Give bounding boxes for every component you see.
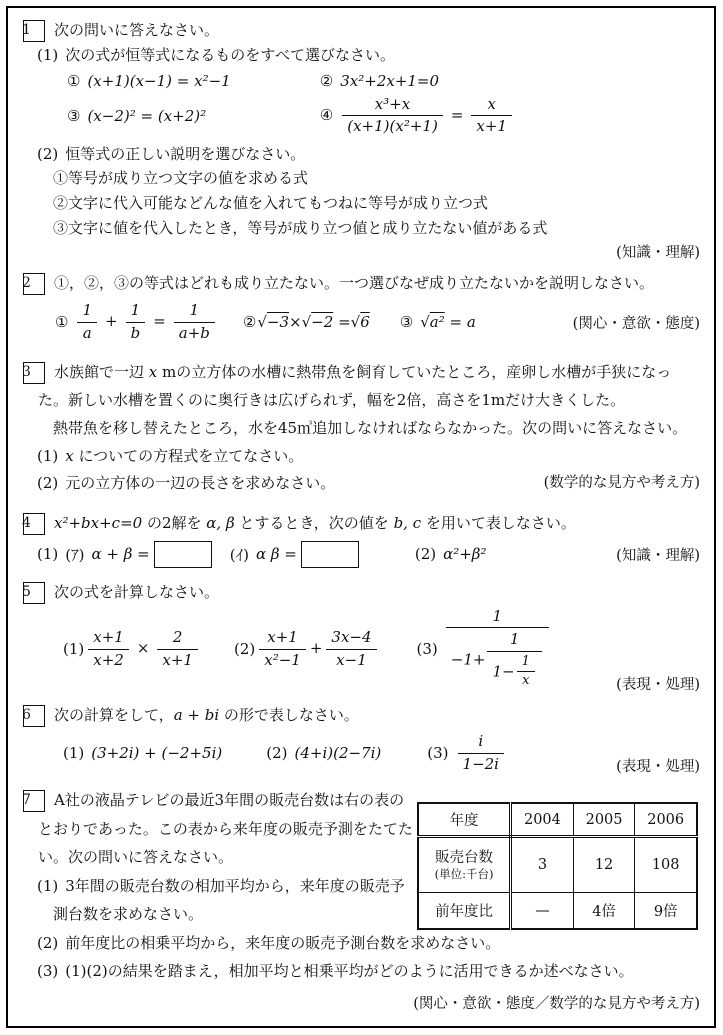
worksheet-page [6,6,716,1028]
p6-title-abi: a + bi [173,706,220,725]
p7-paragraph [23,786,417,872]
p2-eq2-times: × [289,313,302,332]
p5-q2-formula [257,626,378,672]
p1-eq4-left-fraction [342,95,443,137]
p6-q3-label: (3) [427,744,449,763]
problem-1 [23,18,700,262]
p6-q1-label: (1) [63,744,85,763]
problem-2-title: ①，②，③の等式はどれも成り立たない。一つ選びなぜ成り立たないかを説明しなさい。 [54,273,655,292]
p5-q1-operator: × [136,639,150,658]
problem-2-number-box: 2 [23,273,45,295]
p5-q3 [417,605,551,695]
p2-category: (関心・意欲・態度) [572,315,700,332]
p3-q1-x: x [65,446,74,465]
p7-top-region [23,786,700,930]
sales-units-2005: 12 [573,837,635,893]
p7-q3-label: (3) [37,961,59,980]
p1-eq4-right-fraction [471,95,512,137]
p5-q3-formula [444,605,551,695]
p2-eq1-circle: ① [55,313,69,332]
p2-eq3 [400,313,476,331]
p5-q2-frac-2-num: 3x−4 [326,628,376,650]
p5-q1 [63,626,200,672]
p6-q2 [266,744,381,762]
p1-eq1-formula: (x+1)(x−1) = x²−1 [87,71,231,90]
p5-q2-label: (2) [233,640,256,659]
problem-3 [23,359,700,498]
p3-q1-label: (1) [37,446,59,465]
p1-eq2-formula: 3x²+2x+1=0 [340,71,440,90]
sales-table-header-2004: 2004 [511,803,574,837]
ratio-label-cell: 前年度比 [418,893,511,930]
sales-table-units-row [418,837,697,893]
p4-answer-row [23,541,700,568]
p2-eq1-frac-ab-num: 1 [174,301,215,323]
p5-q3-outer-num: 1 [446,607,549,629]
problem-1-title: 次の問いに答えなさい。 [54,21,220,39]
p5-q3-mid-den [487,652,541,692]
p2-eq2-radicand-3: 6 [360,313,370,332]
p6-q1 [63,744,222,762]
p4-expr-sum: α + β = [91,545,150,564]
p3-paragraph-1 [23,359,700,415]
p2-eq2-equals: = [338,313,351,332]
p1-eq3-formula: (x−2)² = (x+2)² [87,106,207,125]
sales-units-sublabel: (単位:千台) [434,866,494,881]
sales-units-label-cell [418,837,511,893]
problem-3-number-box: 3 [23,362,45,384]
sales-table-ratio-row [418,893,697,930]
p5-q3-outer-den [446,628,549,692]
p5-q2-frac-1-num: x+1 [259,628,306,650]
ratio-2006: 9倍 [635,893,697,930]
p2-eq2-formula [257,313,369,331]
p1-eq4-formula [340,94,514,135]
p1-eq4-left-den: (x+1)(x²+1) [347,117,438,135]
p3-para1-pre: 水族館で一辺 [54,363,145,382]
p1-eq1 [67,72,315,90]
p1-eq3-circle: ③ [67,106,81,125]
p7-q2-label: (2) [37,934,59,953]
p2-eq1-frac-b [126,301,146,343]
p3-q2-label: (2) [37,474,59,493]
p5-q1-frac-2-num: 2 [157,628,198,650]
problem-1-head [23,18,700,43]
p4-answer-box-product [301,541,359,568]
p1-eq-row-1 [23,71,700,90]
p6-q3-fraction [458,732,504,774]
p4-q2-expr: α²+β² [443,545,487,564]
problem-4 [23,511,700,568]
sales-units-2006: 108 [635,837,697,893]
problem-1-number-box: 1 [23,20,45,42]
p6-title-post: の形で表しなさい。 [219,706,359,725]
p5-q2-frac-2-den: x−1 [336,650,367,669]
p1-eq4-left-num: x³+x [342,95,443,117]
p3-q2-text: 元の立方体の一辺の長さを求めなさい。 [65,474,336,493]
p6-q2-formula: (4+i)(2−7i) [294,744,382,763]
p1-q2-line [23,142,700,167]
p1-eq4 [320,93,514,139]
p1-eq4-circle: ④ [319,105,334,124]
p3-q2-line [23,470,700,498]
p7-table-region [417,786,700,930]
p4-q1-sub-b: (ｲ) [229,545,249,564]
p7-q2-line [23,930,700,958]
p6-q3 [427,730,506,776]
problem-5-title: 次の式を計算しなさい。 [54,582,220,601]
p5-q3-inner-fraction [517,654,535,691]
p5-q1-formula [86,626,200,672]
problem-4-head [23,511,700,536]
p1-eq2 [320,72,439,90]
p4-title-roots: α, β [206,514,235,532]
p5-q3-label: (3) [416,640,438,659]
p7-q3-line [23,958,700,986]
p4-title-t4: とするとき，次の値を [234,514,394,532]
p1-q1-label: (1) [37,45,59,64]
p4-title-eq: x²+bx+c=0 [54,514,143,532]
p7-q1-line [23,872,417,929]
p7-q1-label: (1) [37,876,59,895]
p2-eq2 [243,313,370,331]
problem-2-head [23,271,700,296]
p4-answer-box-sum [154,541,212,568]
p7-text-column [23,786,417,930]
p1-eq1-circle: ① [67,71,81,90]
p3-category: (数学的な見方や考え方) [543,475,700,492]
problem-5 [23,580,700,695]
p2-eq1-frac-b-den: b [130,323,141,342]
problem-5-number-box: 5 [23,582,45,604]
p6-category: (表現・処理) [616,759,700,776]
p2-eq1-formula [75,299,216,345]
p2-eq3-radicand: a² [429,313,445,332]
sales-table-header-2005: 2005 [573,803,635,837]
p1-eq4-equals: = [450,105,464,124]
ratio-2004: — [511,893,574,930]
sales-table-header-year: 年度 [418,803,511,837]
p6-q2-label: (2) [266,744,288,763]
problem-2 [23,271,700,346]
p5-q2-operator: + [309,639,323,658]
p4-title-t2: の2解を [142,514,207,532]
p5-q2-frac-1-den: x²−1 [264,650,301,669]
p5-q3-mid-num: 1 [487,630,541,652]
p1-eq3 [67,107,315,125]
p4-title-t6: を用いて表しなさい。 [421,514,576,532]
sales-units-label: 販売台数 [435,849,494,866]
p5-q1-frac-1-num: x+1 [88,628,129,650]
p7-q2-text: 前年度比の相乗平均から，来年度の販売予測台数を求めなさい。 [65,934,501,953]
p1-q2-option-2: ②文字に代入可能などんな値を入れてもつねに等号が成り立つ式 [53,194,489,212]
p5-q3-den-prefix: −1+ [450,650,486,669]
p1-eq4-right-den: x+1 [476,117,507,135]
p5-q1-frac-2-den: x+1 [162,650,193,669]
p2-eq1-plus: + [105,312,118,331]
p2-eq1-frac-a-num: 1 [77,301,97,323]
p5-q1-label: (1) [63,640,85,659]
p4-title-bc: b, c [393,514,422,532]
p1-eq-row-2 [23,93,700,139]
p2-eq-row [23,299,700,345]
p2-eq2-radical-3: √ [350,313,361,332]
p3-para1-x: x [144,363,163,382]
p4-q1-label: (1) [37,545,59,564]
p5-q3-outer-fraction [446,607,549,693]
p2-eq1-frac-ab [174,301,215,343]
problem-4-number-box: 4 [23,513,45,535]
p4-q1-sub-a: (ｱ) [65,545,85,564]
p7-category: (関心・意欲・態度／数学的な見方や考え方) [413,995,700,1012]
p2-eq2-radical-1: √ [257,313,267,332]
p2-eq1-frac-a-den: a [82,323,92,342]
p5-category: (表現・処理) [616,677,700,694]
p2-eq2-radicand-1: −3 [266,313,290,332]
p1-q2-text: 恒等式の正しい説明を選びなさい。 [65,144,306,163]
p4-q2-label: (2) [414,545,437,564]
p3-q1-text: についての方程式を立てなさい。 [73,446,304,465]
problem-7-number-box: 7 [23,790,45,812]
p6-title-pre: 次の計算をして， [54,706,174,725]
p6-q1-formula: (3+2i) + (−2+5i) [91,744,223,763]
p5-q1-frac-1-den: x+2 [93,650,124,669]
p4-category: (知識・理解) [616,547,700,564]
p1-q2-option-3: ③文字に値を代入したとき，等号が成り立つ値と成り立たない値がある式 [53,218,548,237]
p1-q1-text: 次の式が恒等式になるものをすべて選びなさい。 [65,45,395,64]
sales-units-2004: 3 [511,837,574,893]
p6-eq-row [23,730,700,776]
p2-eq1-equals: = [153,312,166,331]
p1-q2-option-1: ①等号が成り立つ文字の値を求める式 [53,169,309,188]
p2-eq1-frac-a [77,301,97,343]
p2-eq3-equals: = a [449,313,476,332]
p2-eq1 [55,299,217,345]
problem-6 [23,703,700,776]
sales-table [417,802,698,930]
p6-q3-den: 1−2i [462,754,499,773]
p5-q3-inner-den: x [522,673,530,689]
p2-eq3-radical: √ [420,313,430,332]
problem-5-head [23,580,700,605]
p2-eq2-radicand-2: −2 [311,313,334,332]
p5-eq-row [23,605,700,695]
ratio-2005: 4倍 [573,893,635,930]
p7-q3-text: (1)(2)の結果を踏まえ，相加平均と相乗平均がどのように活用できるか述べなさい。 [65,961,634,980]
p1-q1-line [23,43,700,68]
p2-eq2-circle: ② [242,313,257,332]
p2-eq1-frac-ab-den: a+b [178,323,210,342]
p3-para1-post: mの立方体の水槽に熱帯魚を飼育していたところ，産卵し水槽が手狭になった。新しい水槽を置くのに奥行きは広げられず，幅を2倍，高さを1mだけ大きくした。 [38,363,672,409]
p7-paragraph-text: A社の液晶テレビの最近3年間の販売台数は右の表のとおりであった。この表から来年度の販売予測をたてたい。次の問いに答えなさい。 [38,791,413,867]
p4-expr-product: α β = [255,545,297,564]
p3-q1-line [23,443,700,471]
sales-table-header-2006: 2006 [635,803,697,837]
p5-q2-frac-2 [326,628,376,670]
p6-q3-formula [456,730,506,776]
problem-6-number-box: 6 [23,705,45,727]
p2-eq3-circle: ③ [399,313,414,332]
problem-7 [23,786,700,1013]
sales-table-header-row [418,803,697,837]
p5-q1-frac-2 [157,628,198,670]
p2-eq2-radical-2: √ [301,313,312,332]
p5-q1-frac-1 [88,628,129,670]
p1-eq4-right-num: x [471,95,512,117]
p5-q2-frac-1 [259,628,306,670]
p1-category: (知識・理解) [616,244,700,261]
p1-q2-label: (2) [37,144,59,163]
p5-q3-mid-den-prefix: 1− [492,661,515,680]
p5-q3-mid-fraction [487,630,541,691]
p6-q3-num: i [458,732,504,754]
p5-q3-inner-num: 1 [517,654,535,673]
p2-eq1-frac-b-num: 1 [126,301,146,323]
p7-q1-text: 3年間の販売台数の相加平均から，来年度の販売予測台数を求めなさい。 [53,876,405,924]
p2-eq3-formula [420,313,476,331]
p3-paragraph-2: 熱帯魚を移し替えたところ，水を45㎥追加しなければならなかった。次の問いに答えなさい。 [53,418,688,437]
p5-q2 [234,626,379,672]
p1-eq2-circle: ② [319,71,334,90]
problem-6-head [23,703,700,728]
